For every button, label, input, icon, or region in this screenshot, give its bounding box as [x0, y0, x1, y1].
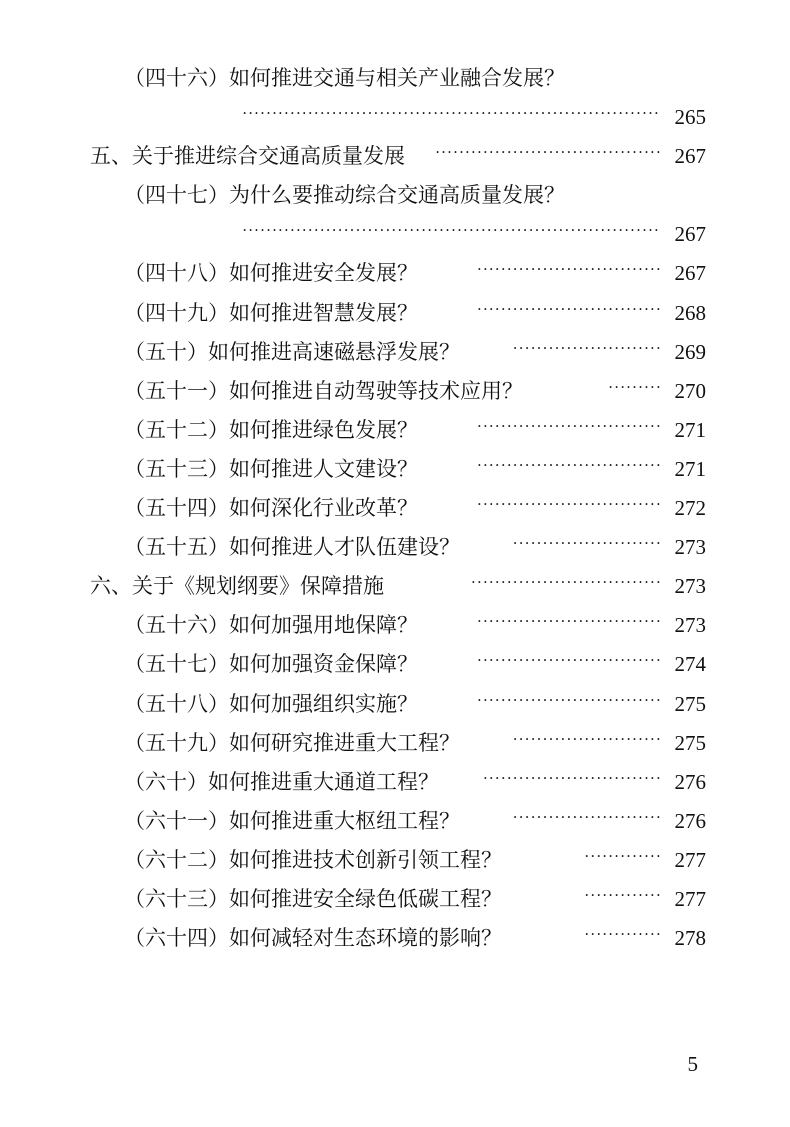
toc-entry-title: （四十八）如何推进安全发展？	[124, 261, 418, 286]
toc-section-heading[interactable]	[0, 137, 790, 176]
toc-leader-dots: ·······························	[476, 455, 662, 474]
toc-entry-title: （六十三）如何推进安全绿色低碳工程？	[124, 886, 502, 911]
toc-page-number: 275	[674, 691, 706, 716]
toc-leader-dots: ·························	[512, 729, 662, 748]
toc-leader-dots: ·······························	[476, 416, 662, 435]
toc-page-number: 274	[674, 652, 706, 677]
toc-entry-title: （五十八）如何加强组织实施？	[124, 691, 418, 716]
toc-entry[interactable]	[0, 919, 790, 958]
toc-leader-dots: ······································································	[242, 104, 660, 123]
toc-page-number: 277	[674, 886, 706, 911]
toc-page-number: 273	[674, 535, 706, 560]
toc-entry[interactable]	[0, 606, 790, 645]
toc-leader-dots: ·······························	[476, 260, 662, 279]
toc-leader-dots: ·······························	[476, 299, 662, 318]
toc-entry[interactable]	[0, 724, 790, 763]
toc-page-number: 271	[674, 456, 706, 481]
toc-leader-dots: ·······························	[476, 612, 662, 631]
toc-entry[interactable]	[0, 880, 790, 919]
toc-page-number: 278	[674, 926, 706, 951]
toc-entry[interactable]	[0, 841, 790, 880]
toc-leader-dots: ·········	[608, 377, 662, 396]
toc-entry-title: （六十一）如何推进重大枢纽工程？	[124, 808, 460, 833]
toc-entry-title: 六、关于《规划纲要》保障措施	[90, 574, 384, 599]
toc-entry[interactable]	[0, 450, 790, 489]
toc-section-heading[interactable]	[0, 567, 790, 606]
toc-entry-title: （五十一）如何推进自动驾驶等技术应用？	[124, 378, 523, 403]
toc-leader-dots: ·······························	[476, 690, 662, 709]
toc-page-number: 270	[674, 378, 706, 403]
toc-leader-dots: ······································································	[242, 221, 660, 240]
toc-page-number: 269	[674, 339, 706, 364]
toc-leader-dots: ································	[471, 573, 662, 592]
toc-page-number: 272	[674, 496, 706, 521]
toc-page-number: 267	[674, 144, 706, 169]
toc-leader-dots: ······································	[435, 143, 662, 162]
toc-entry-title: （四十六）如何推进交通与相关产业融合发展？	[124, 66, 565, 90]
toc-leader-dots: ·························	[512, 534, 662, 553]
toc-entry-title: （六十二）如何推进技术创新引领工程？	[124, 847, 502, 872]
toc-entry[interactable]	[0, 254, 790, 293]
toc-entry-title: （五十四）如何深化行业改革？	[124, 496, 418, 521]
toc-entry[interactable]	[0, 528, 790, 567]
toc-page-number: 265	[674, 105, 706, 130]
toc-entry-title: （五十六）如何加强用地保障？	[124, 613, 418, 638]
toc-entry-title: （四十九）如何推进智慧发展？	[124, 300, 418, 325]
toc-page-number: 276	[674, 769, 706, 794]
toc-entry-title: 五、关于推进综合交通高质量发展	[90, 144, 405, 169]
toc-entry[interactable]	[0, 763, 790, 802]
toc-leader-dots: ·············	[584, 846, 662, 865]
toc-entry[interactable]	[0, 411, 790, 450]
toc-leader-dots: ·························	[512, 338, 662, 357]
toc-page-number: 267	[674, 261, 706, 286]
toc-page-number: 267	[674, 222, 706, 247]
toc-entry[interactable]	[0, 685, 790, 724]
toc-entry-title: （六十）如何推进重大通道工程？	[124, 769, 439, 794]
toc-entry[interactable]	[0, 59, 790, 98]
toc-entry-title: （五十三）如何推进人文建设？	[124, 456, 418, 481]
toc-entry-title: （四十七）为什么要推动综合交通高质量发展？	[124, 183, 565, 208]
toc-entry-title: （五十九）如何研究推进重大工程？	[124, 730, 460, 755]
toc-page-number: 277	[674, 847, 706, 872]
toc-entry[interactable]	[0, 645, 790, 684]
toc-page-number: 273	[674, 574, 706, 599]
toc-page-number: 273	[674, 613, 706, 638]
toc-page-number: 271	[674, 417, 706, 442]
toc-page-number: 268	[674, 300, 706, 325]
toc-entry[interactable]	[0, 802, 790, 841]
toc-entry-title: （五十五）如何推进人才队伍建设？	[124, 535, 460, 560]
toc-leader-dots: ·························	[512, 807, 662, 826]
toc-entry-title: （六十四）如何减轻对生态环境的影响？	[124, 926, 502, 951]
toc-entry-title: （五十七）如何加强资金保障？	[124, 652, 418, 677]
toc-entry[interactable]	[0, 372, 790, 411]
toc-leader-dots: ·············	[584, 885, 662, 904]
toc-leader-dots: ·······························	[476, 495, 662, 514]
toc-entry-continuation[interactable]	[0, 98, 790, 137]
toc-entry[interactable]	[0, 294, 790, 333]
toc-entry-title: （五十）如何推进高速磁悬浮发展？	[124, 339, 460, 364]
toc-leader-dots: ······························	[482, 768, 662, 787]
toc-entry-title: （五十二）如何推进绿色发展？	[124, 417, 418, 442]
toc-entry[interactable]	[0, 176, 790, 215]
toc-entry[interactable]	[0, 333, 790, 372]
toc-leader-dots: ·······························	[476, 651, 662, 670]
toc-entry-continuation[interactable]	[0, 215, 790, 254]
toc-leader-dots: ·············	[584, 925, 662, 944]
table-of-contents	[0, 59, 790, 958]
toc-page-number: 275	[674, 730, 706, 755]
toc-page-number: 276	[674, 808, 706, 833]
page-number: 5	[687, 1052, 698, 1076]
toc-entry[interactable]	[0, 489, 790, 528]
